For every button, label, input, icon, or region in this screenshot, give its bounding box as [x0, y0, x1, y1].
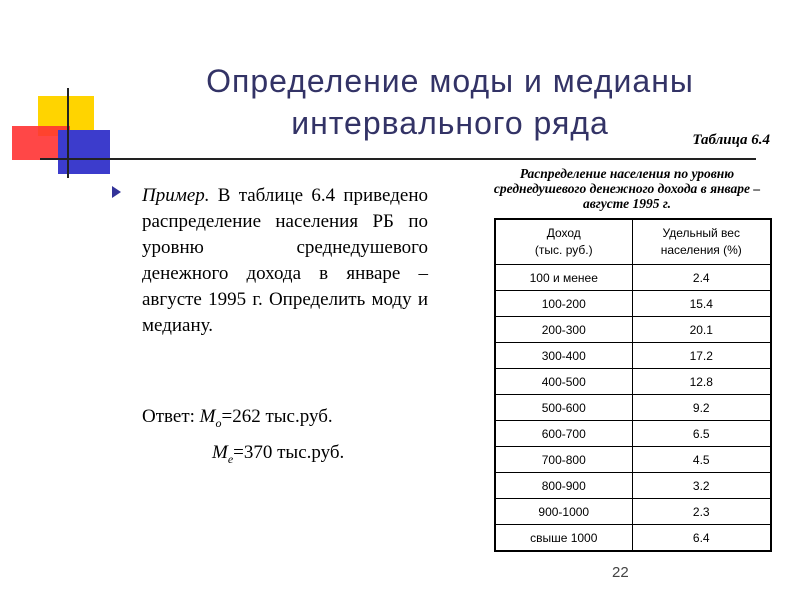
example-paragraph	[142, 183, 428, 339]
cell-share: 9.2	[632, 395, 771, 421]
median-value: =370 тыс.руб.	[233, 442, 345, 463]
answer-median	[212, 442, 344, 467]
table-number: Таблица 6.4	[692, 132, 770, 148]
table-row	[495, 421, 771, 447]
header-income: Доход (тыс. руб.)	[495, 219, 632, 265]
table-row	[495, 369, 771, 395]
table-row	[495, 343, 771, 369]
cell-income: 100 и менее	[495, 265, 632, 291]
answer-mode	[142, 406, 333, 431]
cell-income: 500-600	[495, 395, 632, 421]
cell-share: 2.4	[632, 265, 771, 291]
answer-label: Ответ:	[142, 406, 200, 427]
cell-income: 400-500	[495, 369, 632, 395]
cell-income: 900-1000	[495, 499, 632, 525]
income-distribution-table	[494, 218, 772, 552]
mode-symbol: $M_o$	[199, 406, 222, 430]
decor-blue-square	[58, 130, 110, 174]
cell-share: 3.2	[632, 473, 771, 499]
title-line-2: интервального ряда	[291, 105, 609, 141]
cell-share: 17.2	[632, 343, 771, 369]
mode-value: =262 тыс.руб.	[221, 406, 333, 427]
cell-share: 4.5	[632, 447, 771, 473]
table-row	[495, 473, 771, 499]
cell-share: 15.4	[632, 291, 771, 317]
table-header-row	[495, 219, 771, 265]
table-row	[495, 317, 771, 343]
table-row	[495, 525, 771, 552]
cell-income: 100-200	[495, 291, 632, 317]
cell-share: 6.4	[632, 525, 771, 552]
table-row	[495, 499, 771, 525]
cell-share: 12.8	[632, 369, 771, 395]
cell-income: 300-400	[495, 343, 632, 369]
title-line-1: Определение моды и медианы	[206, 63, 694, 99]
cell-income: 600-700	[495, 421, 632, 447]
header-share: Удельный вес населения (%)	[632, 219, 771, 265]
example-text: В таблице 6.4 приведено распределение населения РБ по уровню среднедушевого денежного дохода в январе – августе 1995 г. Определить моду и медиану.	[142, 185, 428, 336]
decor-horizontal-line	[40, 158, 756, 160]
table-row	[495, 291, 771, 317]
cell-share: 2.3	[632, 499, 771, 525]
table-row	[495, 447, 771, 473]
cell-income: 700-800	[495, 447, 632, 473]
table-row	[495, 395, 771, 421]
cell-share: 6.5	[632, 421, 771, 447]
example-label: Пример.	[142, 185, 210, 206]
cell-share: 20.1	[632, 317, 771, 343]
table-row	[495, 265, 771, 291]
page-number: 22	[612, 564, 629, 581]
cell-income: свыше 1000	[495, 525, 632, 552]
table-caption: Распределение населения по уровню среднедушевого денежного дохода в январе – августе 1995 г.	[493, 166, 761, 211]
decor-vertical-line	[67, 88, 69, 178]
cell-income: 200-300	[495, 317, 632, 343]
cell-income: 800-900	[495, 473, 632, 499]
bullet-icon	[112, 186, 121, 198]
median-symbol: $M_e$	[212, 442, 234, 466]
